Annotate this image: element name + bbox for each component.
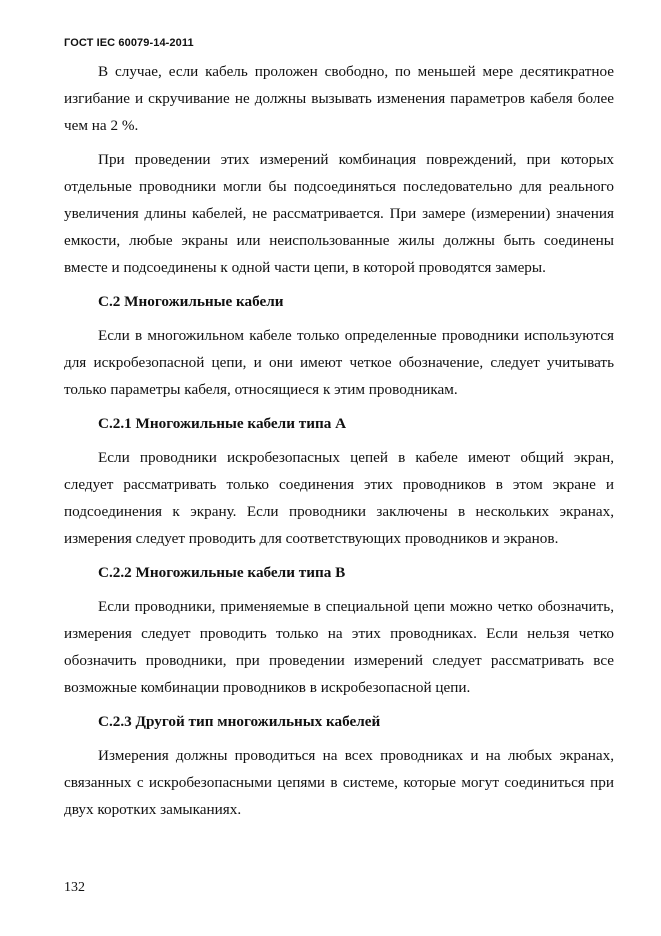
heading-c2: С.2 Многожильные кабели [98,293,284,310]
paragraph-cable-bending: В случае, если кабель проложен свободно, по меньшей мере десятикратное изгибание и скручивание не должны вызывать изменения параметров кабеля более чем на 2 %. [64,63,614,134]
paragraph-type-a: Если проводники искробезопасных цепей в кабеле имеют общий экран, следует рассматривать только соединения этих проводников в этом экране и подсоединения к экрану. Если проводники заключены в нескольких экранах, измерения следует проводить для соответствующих проводников и экранов. [64,449,614,547]
heading-c2-2: С.2.2 Многожильные кабели типа В [98,564,346,581]
paragraph-other-type: Измерения должны проводиться на всех проводниках и на любых экранах, связанных с искробезопасными цепями в системе, которые могут соединиться при двух коротких замыканиях. [64,747,614,818]
heading-c2-1: С.2.1 Многожильные кабели типа А [98,415,347,432]
heading-c2-3: С.2.3 Другой тип многожильных кабелей [98,713,381,730]
document-code-header: ГОСТ IEC 60079-14-2011 [64,37,194,49]
paragraph-measurement-conditions: При проведении этих измерений комбинация повреждений, при которых отдельные проводники могли бы подсоединяться последовательно для реального увеличения длины кабелей, не рассматривается. При замере (измерении) значения емкости, любые экраны или неиспользованные жилы должны быть соединены вместе и подсоединены к одной части цепи, в которой проводятся замеры. [64,151,614,276]
paragraph-type-b: Если проводники, применяемые в специальной цепи можно четко обозначить, измерения следует проводить только на этих проводниках. Если нельзя четко обозначить проводники, при проведении измерений следует рассматривать все возможные комбинации проводников в искробезопасной цепи. [64,598,614,696]
paragraph-multicore-cables: Если в многожильном кабеле только определенные проводники используются для искробезопасной цепи, и они имеют четкое обозначение, следует учитывать только параметры кабеля, относящиеся к этим проводникам. [64,327,614,398]
page-number: 132 [64,880,85,895]
document-body [64,58,614,830]
